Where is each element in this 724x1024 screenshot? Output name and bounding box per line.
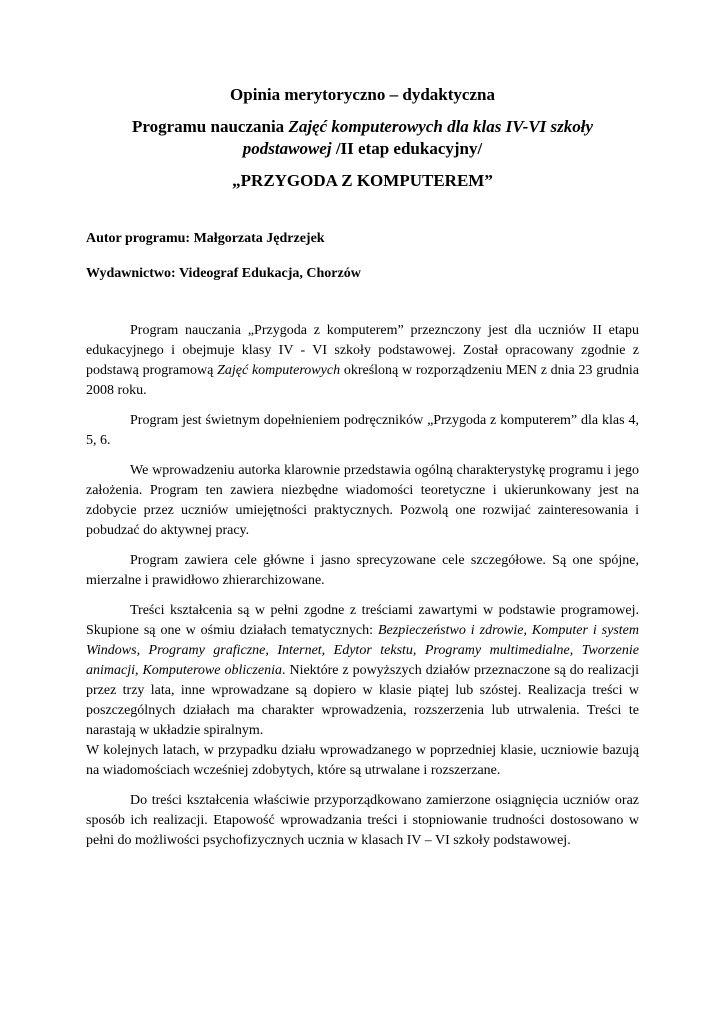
- program-name: „PRZYGODA Z KOMPUTEREM”: [232, 171, 493, 190]
- paragraph-1-post: określoną w rozporządzeniu MEN z dnia 23 grudnia 2008 roku.: [86, 363, 639, 398]
- subtitle-prefix: Programu nauczania: [131, 117, 289, 136]
- document-subtitle: [86, 116, 639, 160]
- paragraph-6: Do treści kształcenia właściwie przyporządkowano zamierzone osiągnięcia uczniów oraz sposób ich realizacji. Etapowość wprowadzania treści i stopniowanie trudności dostosowano w pełni do możliwości psychofizycznych ucznia w klasach IV – VI szkoły podstawowej.: [86, 793, 639, 848]
- paragraph-1-italic: Zajęć komputerowych: [217, 363, 341, 378]
- subtitle-suffix: /II etap edukacyjny/: [331, 139, 483, 158]
- paragraph-2: Program jest świetnym dopełnieniem podręczników „Przygoda z komputerem” dla klas 4, 5, 6.: [86, 413, 639, 448]
- publisher-line: Wydawnictwo: Videograf Edukacja, Chorzów: [86, 266, 361, 281]
- paragraph-5-pre: Treści kształcenia są w pełni zgodne z treściami zawartymi w podstawie programowej. Skupione są one w ośmiu działach tematycznych:: [86, 603, 639, 638]
- paragraph-4: Program zawiera cele główne i jasno sprecyzowane cele szczegółowe. Są one spójne, mierzalne i prawidłowo zhierarchizowane.: [86, 553, 639, 588]
- paragraph-5-continued: W kolejnych latach, w przypadku działu wprowadzanego w poprzedniej klasie, uczniowie bazują na wiadomościach wcześniej zdobytych, które są utrwalane i rozszerzane.: [86, 743, 639, 778]
- author-line: Autor programu: Małgorzata Jędrzejek: [86, 231, 325, 246]
- paragraph-1-pre: Program nauczania „Przygoda z komputerem” przeznczony jest dla uczniów II etapu edukacyjnego i obejmuje klasy IV - VI szkoły podstawowej. Został opracowany zgodnie z podstawą programową: [86, 323, 639, 378]
- paragraph-5-post: . Niektóre z powyższych działów przeznaczone są do realizacji przez trzy lata, inne wprowadzane są dopiero w klasie piątej lub szóstej. Realizacja treści w poszczególnych działach ma charakter wprowadzenia, rozszerzenia lub utrwalenia. Treści te narastają w układzie spiralnym.: [86, 663, 639, 738]
- paragraph-5-italic: Bezpieczeństwo i zdrowie, Komputer i system Windows, Programy graficzne, Internet, Edytor tekstu, Programy multimedialne, Tworzenie animacji, Komputerowe obliczenia: [86, 623, 639, 678]
- subtitle-italic: Zajęć komputerowych dla klas IV-VI szkoły podstawowej: [242, 117, 594, 158]
- paragraph-5: [86, 601, 639, 741]
- paragraph-1: [86, 321, 639, 401]
- document-title: Opinia merytoryczno – dydaktyczna: [230, 85, 495, 104]
- document-page: [86, 84, 639, 861]
- paragraph-3: We wprowadzeniu autorka klarownie przedstawia ogólną charakterystykę programu i jego założenia. Program ten zawiera niezbędne wiadomości teoretyczne i ukierunkowany jest na zdobycie przez uczniów umiejętności praktycznych. Pozwolą one rozwijać zainteresowania i pobudzać do aktywnej pracy.: [86, 463, 639, 538]
